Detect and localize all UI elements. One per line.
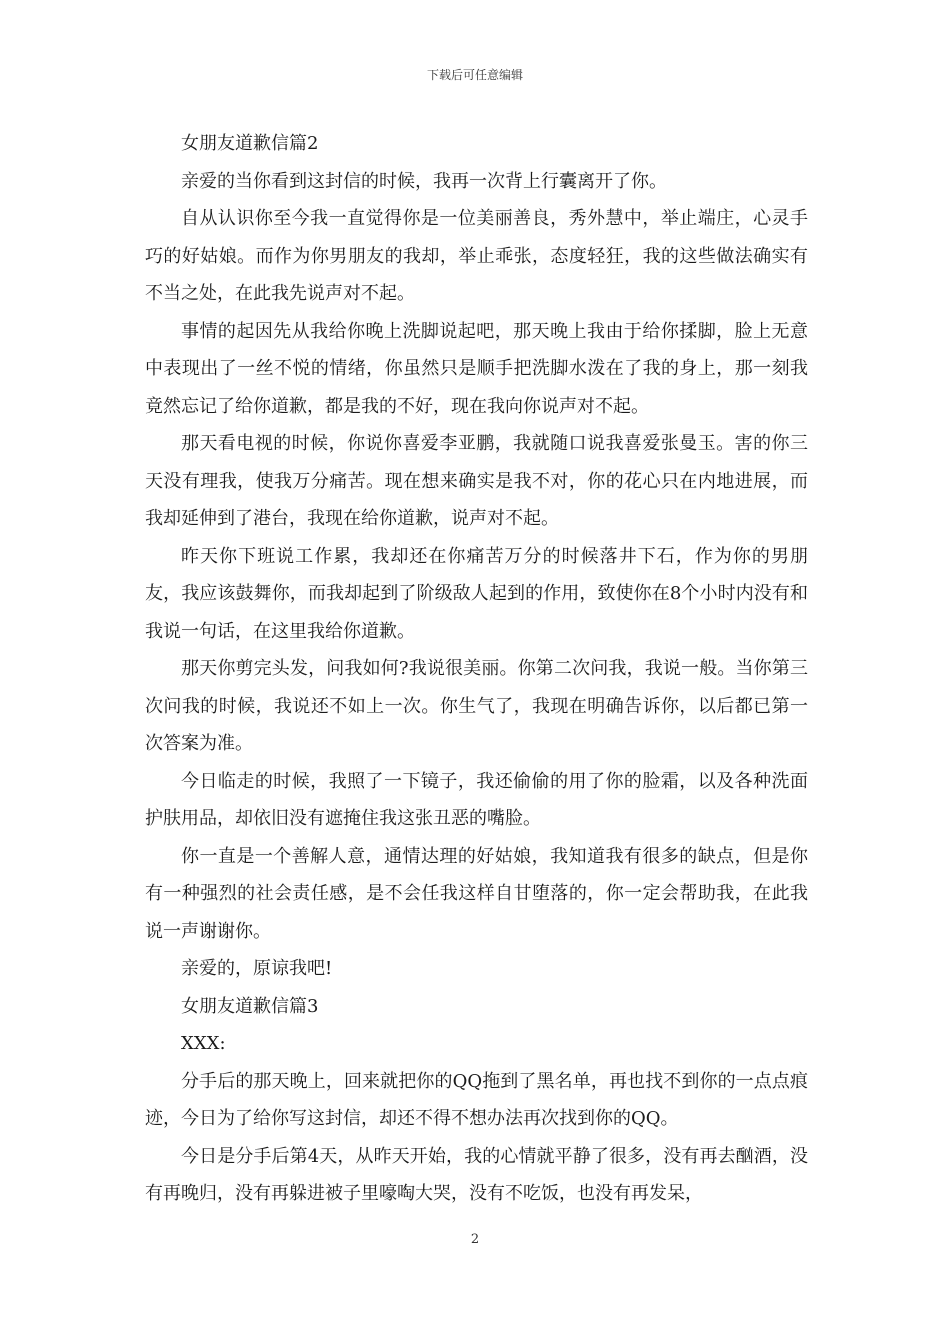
salutation: XXX:	[181, 1033, 226, 1054]
page-header: 下载后可任意编辑	[426, 68, 523, 82]
paragraph: 那天你剪完头发，问我如何?我说很美丽。你第二次问我，我说一般。当你第三次问我的时候，我说还不如上一次。你生气了，我现在明确告诉你，以后都已第一次答案为准。	[145, 658, 808, 754]
paragraph: 亲爱的当你看到这封信的时候，我再一次背上行囊离开了你。	[181, 170, 667, 192]
paragraph: 你一直是一个善解人意，通情达理的好姑娘，我知道我有很多的缺点，但是你有一种强烈的社会责任感，是不会任我这样自甘堕落的，你一定会帮助我，在此我说一声谢谢你。	[145, 845, 808, 942]
paragraph: 事情的起因先从我给你晚上洗脚说起吧，那天晚上我由于给你揉脚，脸上无意中表现出了一丝不悦的情绪，你虽然只是顺手把洗脚水泼在了我的身上，那一刻我竟然忘记了给你道歉，都是我的不好，现在我向你说声对不起。	[145, 320, 808, 417]
paragraph: 昨天你下班说工作累，我却还在你痛苦万分的时候落井下石，作为你的男朋友，我应该鼓舞你，而我却起到了阶级敌人起到的作用，致使你在8个小时内没有和我说一句话，在这里我给你道歉。	[145, 545, 808, 642]
section-title: 女朋友道歉信篇2	[181, 133, 319, 154]
section-title: 女朋友道歉信篇3	[181, 995, 319, 1017]
paragraph: 今日是分手后第4天，从昨天开始，我的心情就平静了很多，没有再去酗酒，没有再晚归，没有再躲进被子里嚎啕大哭，没有不吃饭，也没有再发呆，	[145, 1145, 808, 1204]
paragraph: 今日临走的时候，我照了一下镜子，我还偷偷的用了你的脸霜，以及各种洗面护肤用品，却依旧没有遮掩住我这张丑恶的嘴脸。	[145, 770, 808, 829]
paragraph: 亲爱的，原谅我吧!	[181, 958, 333, 979]
document-body	[145, 125, 808, 1213]
page-number: 2	[470, 1232, 480, 1247]
paragraph: 自从认识你至今我一直觉得你是一位美丽善良，秀外慧中，举止端庄，心灵手巧的好姑娘。而作为你男朋友的我却，举止乖张，态度轻狂，我的这些做法确实有不当之处，在此我先说声对不起。	[145, 208, 808, 304]
paragraph: 那天看电视的时候，你说你喜爱李亚鹏，我就随口说我喜爱张曼玉。害的你三天没有理我，使我万分痛苦。现在想来确实是我不对，你的花心只在内地进展，而我却延伸到了港台，我现在给你道歉，说声对不起。	[145, 433, 808, 529]
paragraph: 分手后的那天晚上，回来就把你的QQ拖到了黑名单，再也找不到你的一点点痕迹，今日为了给你写这封信，却还不得不想办法再次找到你的QQ。	[145, 1070, 808, 1129]
